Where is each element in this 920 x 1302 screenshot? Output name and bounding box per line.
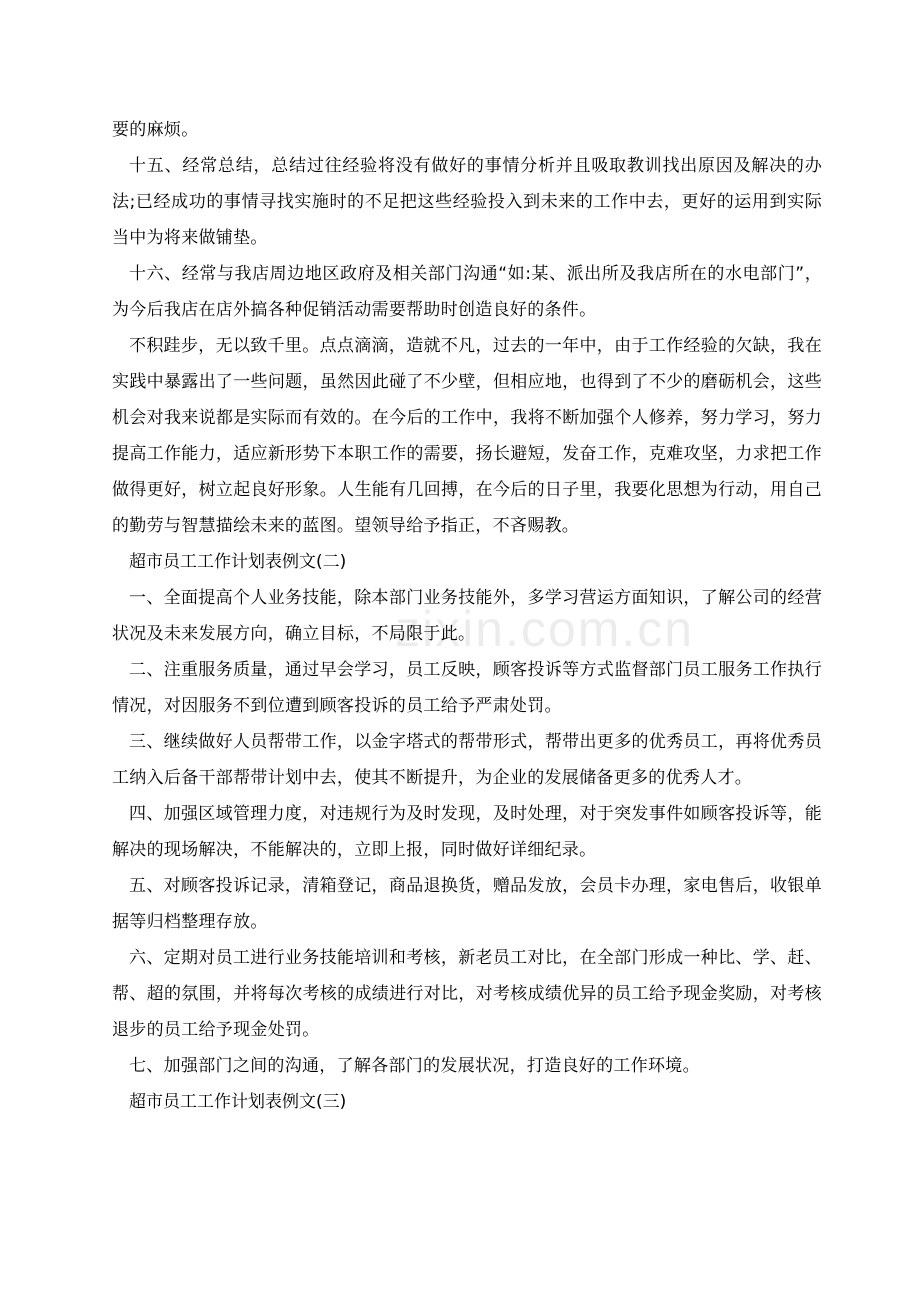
paragraph-continuation: 要的麻烦。 (112, 120, 199, 140)
section2-item-five: 五、对顾客投诉记录，清箱登记，商品退换货，赠品发放，会员卡办理，家电售后，收银单据等归档整理存放。 (112, 876, 822, 932)
section-heading-three: 超市员工工作计划表例文(三) (129, 1092, 347, 1112)
paragraph-item-sixteen: 十六、经常与我店周边地区政府及相关部门沟通“如:某、派出所及我店所在的水电部门”，为今后我店在店外搞各种促销活动需要帮助时创造良好的条件。 (112, 264, 822, 320)
section-heading-two: 超市员工工作计划表例文(二) (129, 552, 347, 572)
section2-item-four: 四、加强区域管理力度，对违规行为及时发现，及时处理，对于突发事件如顾客投诉等，能解决的现场解决，不能解决的，立即上报，同时做好详细纪录。 (112, 804, 822, 860)
section2-item-seven: 七、加强部门之间的沟通，了解各部门的发展状况，打造良好的工作环境。 (129, 1056, 700, 1076)
paragraph-item-fifteen: 十五、经常总结，总结过往经验将没有做好的事情分析并且吸取教训找出原因及解决的办法;已经成功的事情寻找实施时的不足把这些经验投入到未来的工作中去，更好的运用到实际当中为将来做铺垫。 (112, 156, 822, 248)
watermark: zixin.com.cn (395, 601, 695, 657)
document-page (112, 112, 822, 1120)
paragraph-conclusion: 不积跬步，无以致千里。点点滴滴，造就不凡，过去的一年中，由于工作经验的欠缺，我在实践中暴露出了一些问题，虽然因此碰了不少壁，但相应地，也得到了不少的磨砺机会，这些机会对我来说都是实际而有效的。在今后的工作中，我将不断加强个人修养，努力学习，努力提高工作能力，适应新形势下本职工作的需要，扬长避短，发奋工作，克难攻坚，力求把工作做得更好，树立起良好形象。人生能有几回搏，在今后的日子里，我要化思想为行动，用自己的勤劳与智慧描绘未来的蓝图。望领导给予指正，不吝赐教。 (112, 336, 822, 536)
section2-item-two: 二、注重服务质量，通过早会学习，员工反映，顾客投诉等方式监督部门员工服务工作执行情况，对因服务不到位遭到顾客投诉的员工给予严肃处罚。 (112, 660, 822, 716)
section2-item-one: 一、全面提高个人业务技能，除本部门业务技能外，多学习营运方面知识，了解公司的经营状况及未来发展方向，确立目标，不局限于此。 (112, 588, 822, 644)
section2-item-three: 三、继续做好人员帮带工作，以金字塔式的帮带形式，帮带出更多的优秀员工，再将优秀员工纳入后备干部帮带计划中去，使其不断提升，为企业的发展储备更多的优秀人才。 (112, 732, 822, 788)
section2-item-six: 六、定期对员工进行业务技能培训和考核，新老员工对比，在全部门形成一种比、学、赶、帮、超的氛围，并将每次考核的成绩进行对比，对考核成绩优异的员工给予现金奖励，对考核退步的员工给予现金处罚。 (112, 948, 822, 1040)
